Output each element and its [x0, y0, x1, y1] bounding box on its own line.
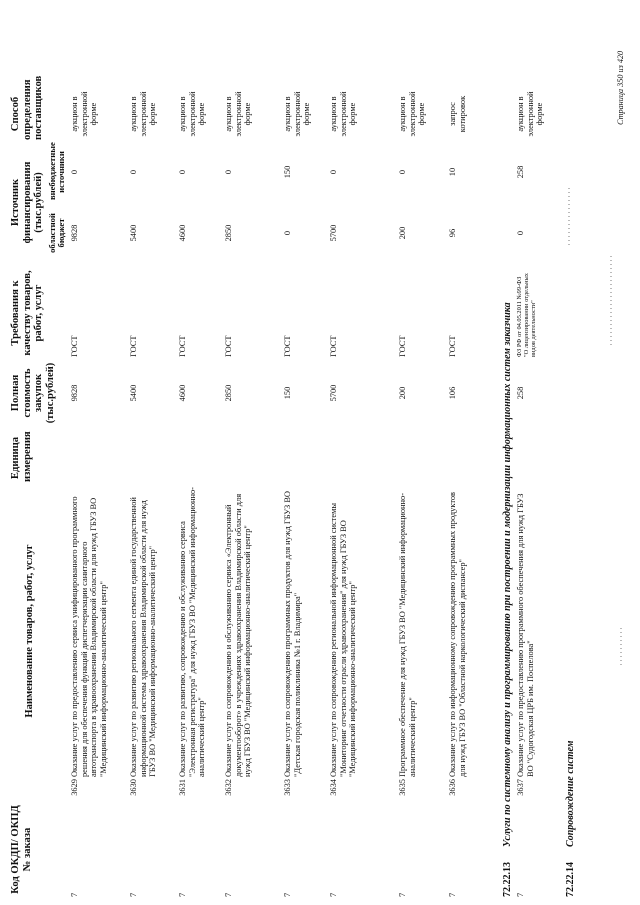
- row-external: 0: [224, 169, 233, 175]
- row-cost: 9828: [70, 384, 79, 402]
- row-number: 3629: [70, 779, 79, 796]
- section-title: Услуги по системному анализу и программированию при построении и модернизации информационных систем заказчика: [502, 302, 513, 847]
- row-cost: 4600: [178, 384, 187, 402]
- row-budget: 96: [448, 228, 457, 238]
- row-method: аукцион в электронной форме: [129, 91, 158, 137]
- row-name: Программное обеспечение для нужд ГБУЗ ВО "Медицинский информационно-аналитический центр": [398, 493, 417, 777]
- row-name: Оказание услуг по предоставлению сервиса унифицированного программного решения для обеспечения функций диспетчеризации санитарного автотранспорта в здравоохранении Владимирской области для нужд ГБУЗ ВО "Медицинский информационно-аналитический центр": [70, 496, 108, 777]
- row-method: аукцион в электронной форме: [398, 91, 427, 137]
- row-method: аукцион в электронной форме: [178, 91, 207, 137]
- row-budget: 4600: [178, 224, 187, 242]
- scan-noise: [568, 185, 570, 245]
- row-requirements: ГОСТ: [70, 335, 79, 357]
- row-number: 3633: [283, 779, 292, 796]
- row-number: 3634: [329, 779, 338, 796]
- row-external: 0: [70, 169, 79, 175]
- row-external: 258: [516, 165, 525, 179]
- row-requirements: ГОСТ: [283, 335, 292, 357]
- scan-noise: [610, 255, 612, 345]
- header-financing: Источник финансирования (тыс.рублей): [10, 161, 45, 244]
- row-name: Оказание услуг по развитию регионального сегмента единой государственной информационной системы здравоохранения Владимирской области для нужд ГБУЗ ВО "Медицинский информационно-аналитический центр": [129, 497, 158, 777]
- row-cost: 258: [516, 386, 525, 400]
- row-budget: 5700: [329, 224, 338, 242]
- section-code: 72.22.13: [502, 862, 513, 897]
- row-method: запрос котировок: [448, 95, 467, 133]
- row-external: 0: [329, 169, 338, 175]
- row-requirements: ФЗ РФ от 04.05.2011 №99-ФЗ "О лицензировании отдельных видов деятельности": [516, 273, 538, 357]
- row-code: 7: [224, 892, 233, 897]
- row-budget: 2850: [224, 224, 233, 242]
- header-name: Наименование товаров, работ, услуг: [24, 544, 35, 718]
- row-budget: 200: [398, 226, 407, 240]
- row-requirements: ГОСТ: [224, 335, 233, 357]
- row-cost: 5400: [129, 384, 138, 402]
- row-requirements: ГОСТ: [448, 335, 457, 357]
- section-heading: [566, 497, 576, 897]
- row-name: Оказание услуг по сопровождению и обслуживанию сервиса «Электронный документооборот» в учреждениях здравоохранения Владимирской области для нужд ГБУЗ ВО "Медицинский информационно-аналитический центр": [224, 493, 253, 777]
- row-name: Оказание услуг по информационному сопровождению программных продуктов для нужд ГБУЗ ВО "Областной наркологический диспансер": [448, 491, 467, 777]
- row-requirements: ГОСТ: [329, 335, 338, 357]
- row-external: 150: [283, 165, 292, 179]
- row-name: Оказание услуг по сопровождению программных продуктов для нужд ГБУЗ ВО "Детская городская поликлиника №1 г. Владимира": [283, 491, 302, 777]
- row-cost: 106: [448, 386, 457, 400]
- row-number: 3630: [129, 779, 138, 796]
- scan-noise: [620, 625, 622, 665]
- section-heading: [503, 57, 513, 897]
- row-number: 3631: [178, 779, 187, 796]
- row-cost: 200: [398, 386, 407, 400]
- row-external: 10: [448, 167, 457, 177]
- section-title: Сопровождение систем: [565, 740, 576, 847]
- header-requirements: Требования к качеству товаров, работ, услуг: [10, 270, 45, 356]
- header-code: Код ОКДП/ ОКПД № заказа: [10, 805, 33, 894]
- row-name: Оказание услуг по предоставлению программного обеспечения для нужд ГБУЗ ВО "Судогодская ЦРБ им. Поспелова": [516, 493, 535, 777]
- row-number: 3632: [224, 779, 233, 796]
- row-name: Оказание услуг по сопровождению региональной информационной системы "Мониторинг отчетности отрасли здравоохранения" для нужд ГБУЗ ВО "Медицинский информационно-аналитический центр": [329, 502, 358, 777]
- row-external: 0: [129, 169, 138, 175]
- header-cost: Полная стоимость закупок (тыс.рублей): [10, 362, 56, 424]
- row-cost: 2850: [224, 384, 233, 402]
- row-method: аукцион в электронной форме: [329, 91, 358, 137]
- row-cost: 150: [283, 386, 292, 400]
- row-budget: 0: [516, 230, 525, 236]
- row-number: 3636: [448, 779, 457, 796]
- row-method: аукцион в электронной форме: [70, 91, 99, 137]
- header-unit: Единица измерения: [10, 431, 33, 482]
- row-requirements: ГОСТ: [129, 335, 138, 357]
- row-budget: 0: [283, 230, 292, 236]
- row-code: 7: [70, 892, 79, 897]
- header-external: внебюджетные источники: [47, 142, 66, 200]
- row-number: 3635: [398, 779, 407, 796]
- header-budget: областной бюджет: [47, 213, 66, 253]
- row-requirements: ГОСТ: [178, 335, 187, 357]
- header-method: Способ определения поставщиков: [10, 75, 45, 140]
- page-footer: Страница 350 из 420: [616, 50, 625, 125]
- row-requirements: ГОСТ: [398, 335, 407, 357]
- row-external: 0: [398, 169, 407, 175]
- row-method: аукцион в электронной форме: [283, 91, 312, 137]
- row-name: Оказание услуг по развитию, сопровождению и обслуживанию сервиса "Электронная регистратура" для нужд ГБУЗ ВО "Медицинский информационно-аналитический центр": [178, 487, 207, 777]
- section-code: 72.22.14: [565, 862, 576, 897]
- row-code: 7: [283, 892, 292, 897]
- row-code: 7: [129, 892, 138, 897]
- row-budget: 9828: [70, 224, 79, 242]
- row-method: аукцион в электронной форме: [516, 91, 545, 137]
- row-code: 7: [178, 892, 187, 897]
- row-code: 7: [398, 892, 407, 897]
- row-budget: 5400: [129, 224, 138, 242]
- row-external: 0: [178, 169, 187, 175]
- row-code: 7: [329, 892, 338, 897]
- row-code: 7: [516, 892, 525, 897]
- row-number: 3637: [516, 779, 525, 796]
- row-code: 7: [448, 892, 457, 897]
- row-cost: 5700: [329, 384, 338, 402]
- row-method: аукцион в электронной форме: [224, 91, 253, 137]
